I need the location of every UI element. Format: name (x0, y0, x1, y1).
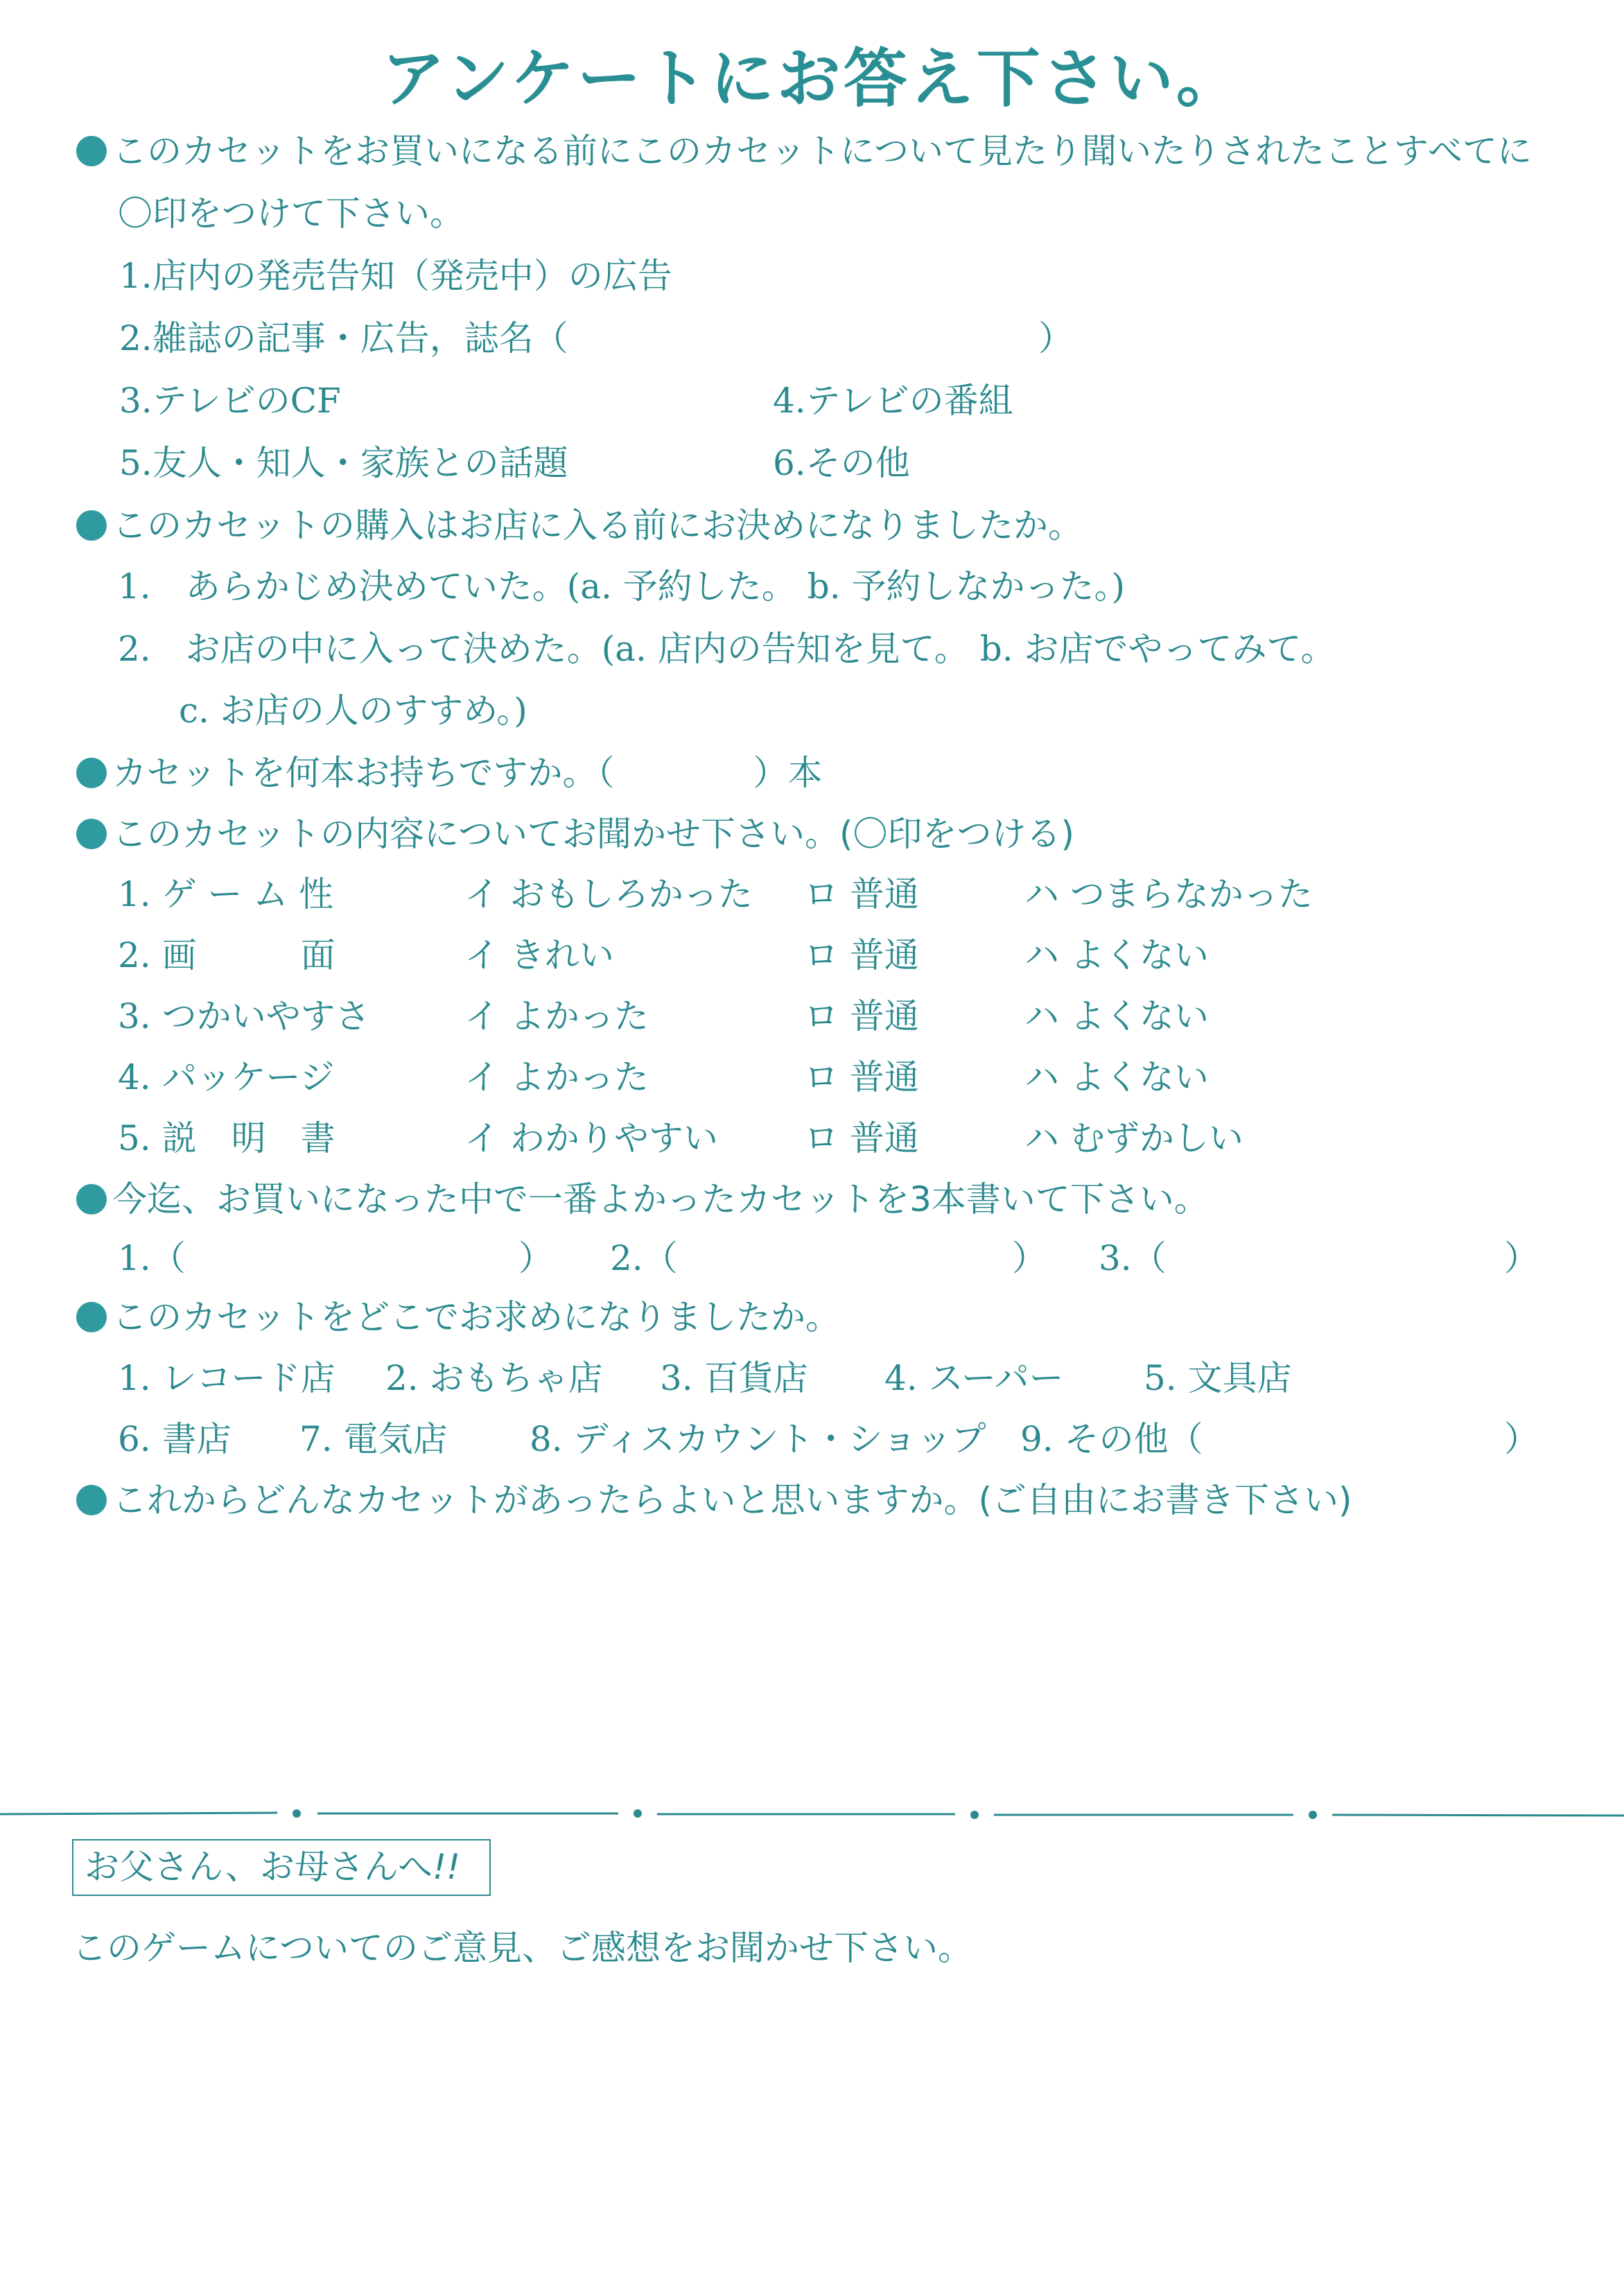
q2-answer-2-cont: c. お店の人のすすめ。) (179, 690, 527, 731)
store-option-7: 7. 電気店 (299, 1419, 448, 1459)
question-2-text: このカセットの購入はお店に入る前にお決めになりましたか。 (112, 505, 1083, 546)
q1-option-3: 3.テレビのCF (119, 381, 341, 421)
question-3 (76, 745, 823, 795)
question-2 (76, 498, 1083, 548)
question-4 (76, 806, 1074, 856)
rating-label: 2. 画 面 (118, 935, 335, 975)
rating-option-ha: ハ よくない (1024, 935, 1209, 975)
divider-dot (634, 1809, 642, 1818)
divider-dot (293, 1809, 301, 1818)
q2-answer-1: 1. あらかじめ決めていた。(a. 予約した。 b. 予約しなかった。) (118, 566, 1126, 607)
divider-dot (1309, 1811, 1317, 1819)
rating-label: 1. ゲ ー ム 性 (118, 874, 334, 914)
parents-heading: お父さん、お母さんへ (85, 1847, 433, 1887)
question-1 (76, 123, 1532, 173)
parents-heading-mark: !! (433, 1847, 461, 1887)
store-option-9: 9. その他（ (1020, 1419, 1203, 1459)
rating-option-ro: ロ 普通 (804, 874, 919, 914)
q5-blank-2: 2.（ (610, 1238, 678, 1278)
rating-label: 4. パッケージ (118, 1057, 335, 1097)
rating-option-ha: ハ よくない (1024, 1057, 1209, 1097)
rating-option-ro: ロ 普通 (804, 1118, 919, 1158)
bullet-icon (76, 1485, 107, 1515)
q5-blank-1: 1.（ (118, 1238, 186, 1278)
rating-option-ro: ロ 普通 (804, 1057, 919, 1097)
section-divider (0, 1806, 1624, 1822)
q5-blank-3-close: ） (1504, 1238, 1539, 1278)
question-5-text: 今迄、お買いになった中で一番よかったカセットを3本書いて下さい。 (112, 1179, 1209, 1219)
page-title: アンケートにお答え下さい。 (381, 42, 1243, 116)
store-option-5: 5. 文具店 (1144, 1358, 1292, 1398)
store-option-1: 1. レコード店 (118, 1358, 335, 1398)
bullet-icon (76, 510, 107, 541)
bullet-icon (76, 136, 107, 166)
question-6 (76, 1289, 840, 1339)
rating-option-ha: ハ むずかしい (1024, 1118, 1243, 1158)
store-option-4: 4. スーパー (884, 1358, 1064, 1398)
question-1-text: このカセットをお買いになる前にこのカセットについて見たり聞いたりされたことすべてに (112, 131, 1532, 171)
question-7 (76, 1472, 1352, 1522)
rating-option-ro: ロ 普通 (804, 935, 919, 975)
rating-option-ha: ハ つまらなかった (1024, 874, 1313, 914)
question-7-text: これからどんなカセットがあったらよいと思いますか。(ご自由にお書き下さい) (112, 1480, 1352, 1520)
q1-option-1: 1.店内の発売告知（発売中）の広告 (119, 256, 672, 296)
parents-heading-box (72, 1839, 491, 1896)
q5-blank-3: 3.（ (1099, 1238, 1167, 1278)
question-4-text: このカセットの内容についてお聞かせ下さい。(〇印をつける) (112, 814, 1075, 854)
divider-dot (970, 1811, 979, 1819)
rating-option-i: イ おもしろかった (464, 874, 753, 914)
store-option-8: 8. ディスカウント・ショップ (530, 1419, 986, 1459)
rating-option-i: イ わかりやすい (464, 1118, 718, 1158)
rating-option-ro: ロ 普通 (804, 996, 919, 1036)
q1-option-4: 4.テレビの番組 (773, 381, 1013, 421)
bullet-icon (76, 758, 107, 788)
q1-option-2-close: ） (1038, 318, 1073, 358)
question-6-text: このカセットをどこでお求めになりましたか。 (112, 1297, 840, 1337)
q2-answer-2: 2. お店の中に入って決めた。(a. 店内の告知を見て。 b. お店でやってみて。 (118, 629, 1336, 669)
q5-blank-2-close: ） (1012, 1238, 1047, 1278)
question-5 (76, 1172, 1209, 1221)
question-3-text: カセットを何本お持ちですか。（ ）本 (112, 753, 823, 793)
rating-option-i: イ よかった (464, 996, 649, 1036)
store-option-2: 2. おもちゃ店 (385, 1358, 603, 1398)
parents-request: このゲームについてのご意見、ご感想をお聞かせ下さい。 (72, 1928, 972, 1968)
rating-option-ha: ハ よくない (1024, 996, 1209, 1036)
store-option-9-close: ） (1504, 1419, 1539, 1459)
rating-label: 3. つかいやすさ (118, 996, 370, 1036)
q1-option-2: 2.雑誌の記事・広告，誌名（ (119, 318, 568, 358)
store-option-3: 3. 百貨店 (660, 1358, 808, 1398)
bullet-icon (76, 1184, 107, 1215)
rating-option-i: イ よかった (464, 1057, 649, 1097)
store-option-6: 6. 書店 (118, 1419, 232, 1459)
question-1-text-line2: 〇印をつけて下さい。 (118, 193, 464, 234)
bullet-icon (76, 819, 107, 849)
q5-blank-1-close: ） (518, 1238, 553, 1278)
rating-option-i: イ きれい (464, 935, 614, 975)
bullet-icon (76, 1302, 107, 1332)
q1-option-5: 5.友人・知人・家族との話題 (119, 443, 568, 483)
q1-option-6: 6.その他 (773, 443, 910, 483)
rating-label: 5. 説 明 書 (118, 1118, 335, 1158)
